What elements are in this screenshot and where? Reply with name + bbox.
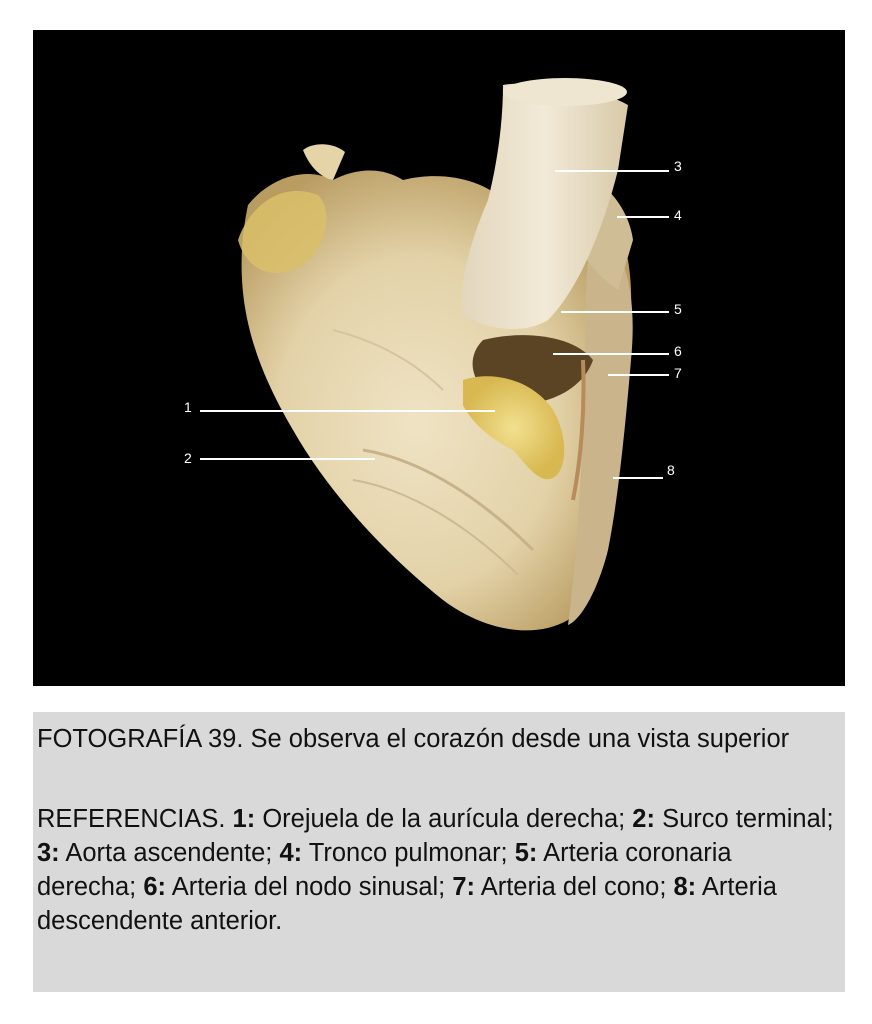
ref-num-2: 2: [632,805,655,833]
label-4: 4 [674,207,682,223]
ref-text-3: Aorta ascendente; [59,839,280,867]
label-7: 7 [674,365,682,381]
ref-text-8: Arteria descendente anterior. [37,873,777,935]
ref-text-6: Arteria del nodo sinusal; [166,873,453,901]
ref-text-1: Orejuela de la aurícula derecha; [255,805,633,833]
ref-num-7: 7: [452,873,476,901]
ref-num-4: 4: [279,839,303,867]
ref-text-5: Arteria coronaria derecha; [37,839,732,901]
label-3: 3 [674,158,682,174]
label-5: 5 [674,301,682,317]
caption-title: FOTOGRAFÍA 39. Se observa el corazón desde una vista superior [37,725,790,753]
ref-num-6: 6: [143,873,167,901]
heart-photograph [33,30,845,686]
ref-num-1: 1: [232,805,256,833]
ref-num-8: 8: [673,873,697,901]
label-2: 2 [184,450,192,466]
ref-text-2: Surco terminal; [654,805,834,833]
label-8: 8 [667,462,675,478]
ref-text-4: Tronco pulmonar; [302,839,515,867]
label-6: 6 [674,343,682,359]
ref-num-5: 5: [514,839,538,867]
ref-text-7: Arteria del cono; [475,873,674,901]
caption-references [37,802,837,938]
label-1: 1 [184,399,192,415]
ref-num-3: 3: [37,839,60,867]
heart-specimen-illustration [33,30,845,686]
references-prefix: REFERENCIAS. [37,805,233,833]
caption-box [33,712,845,992]
